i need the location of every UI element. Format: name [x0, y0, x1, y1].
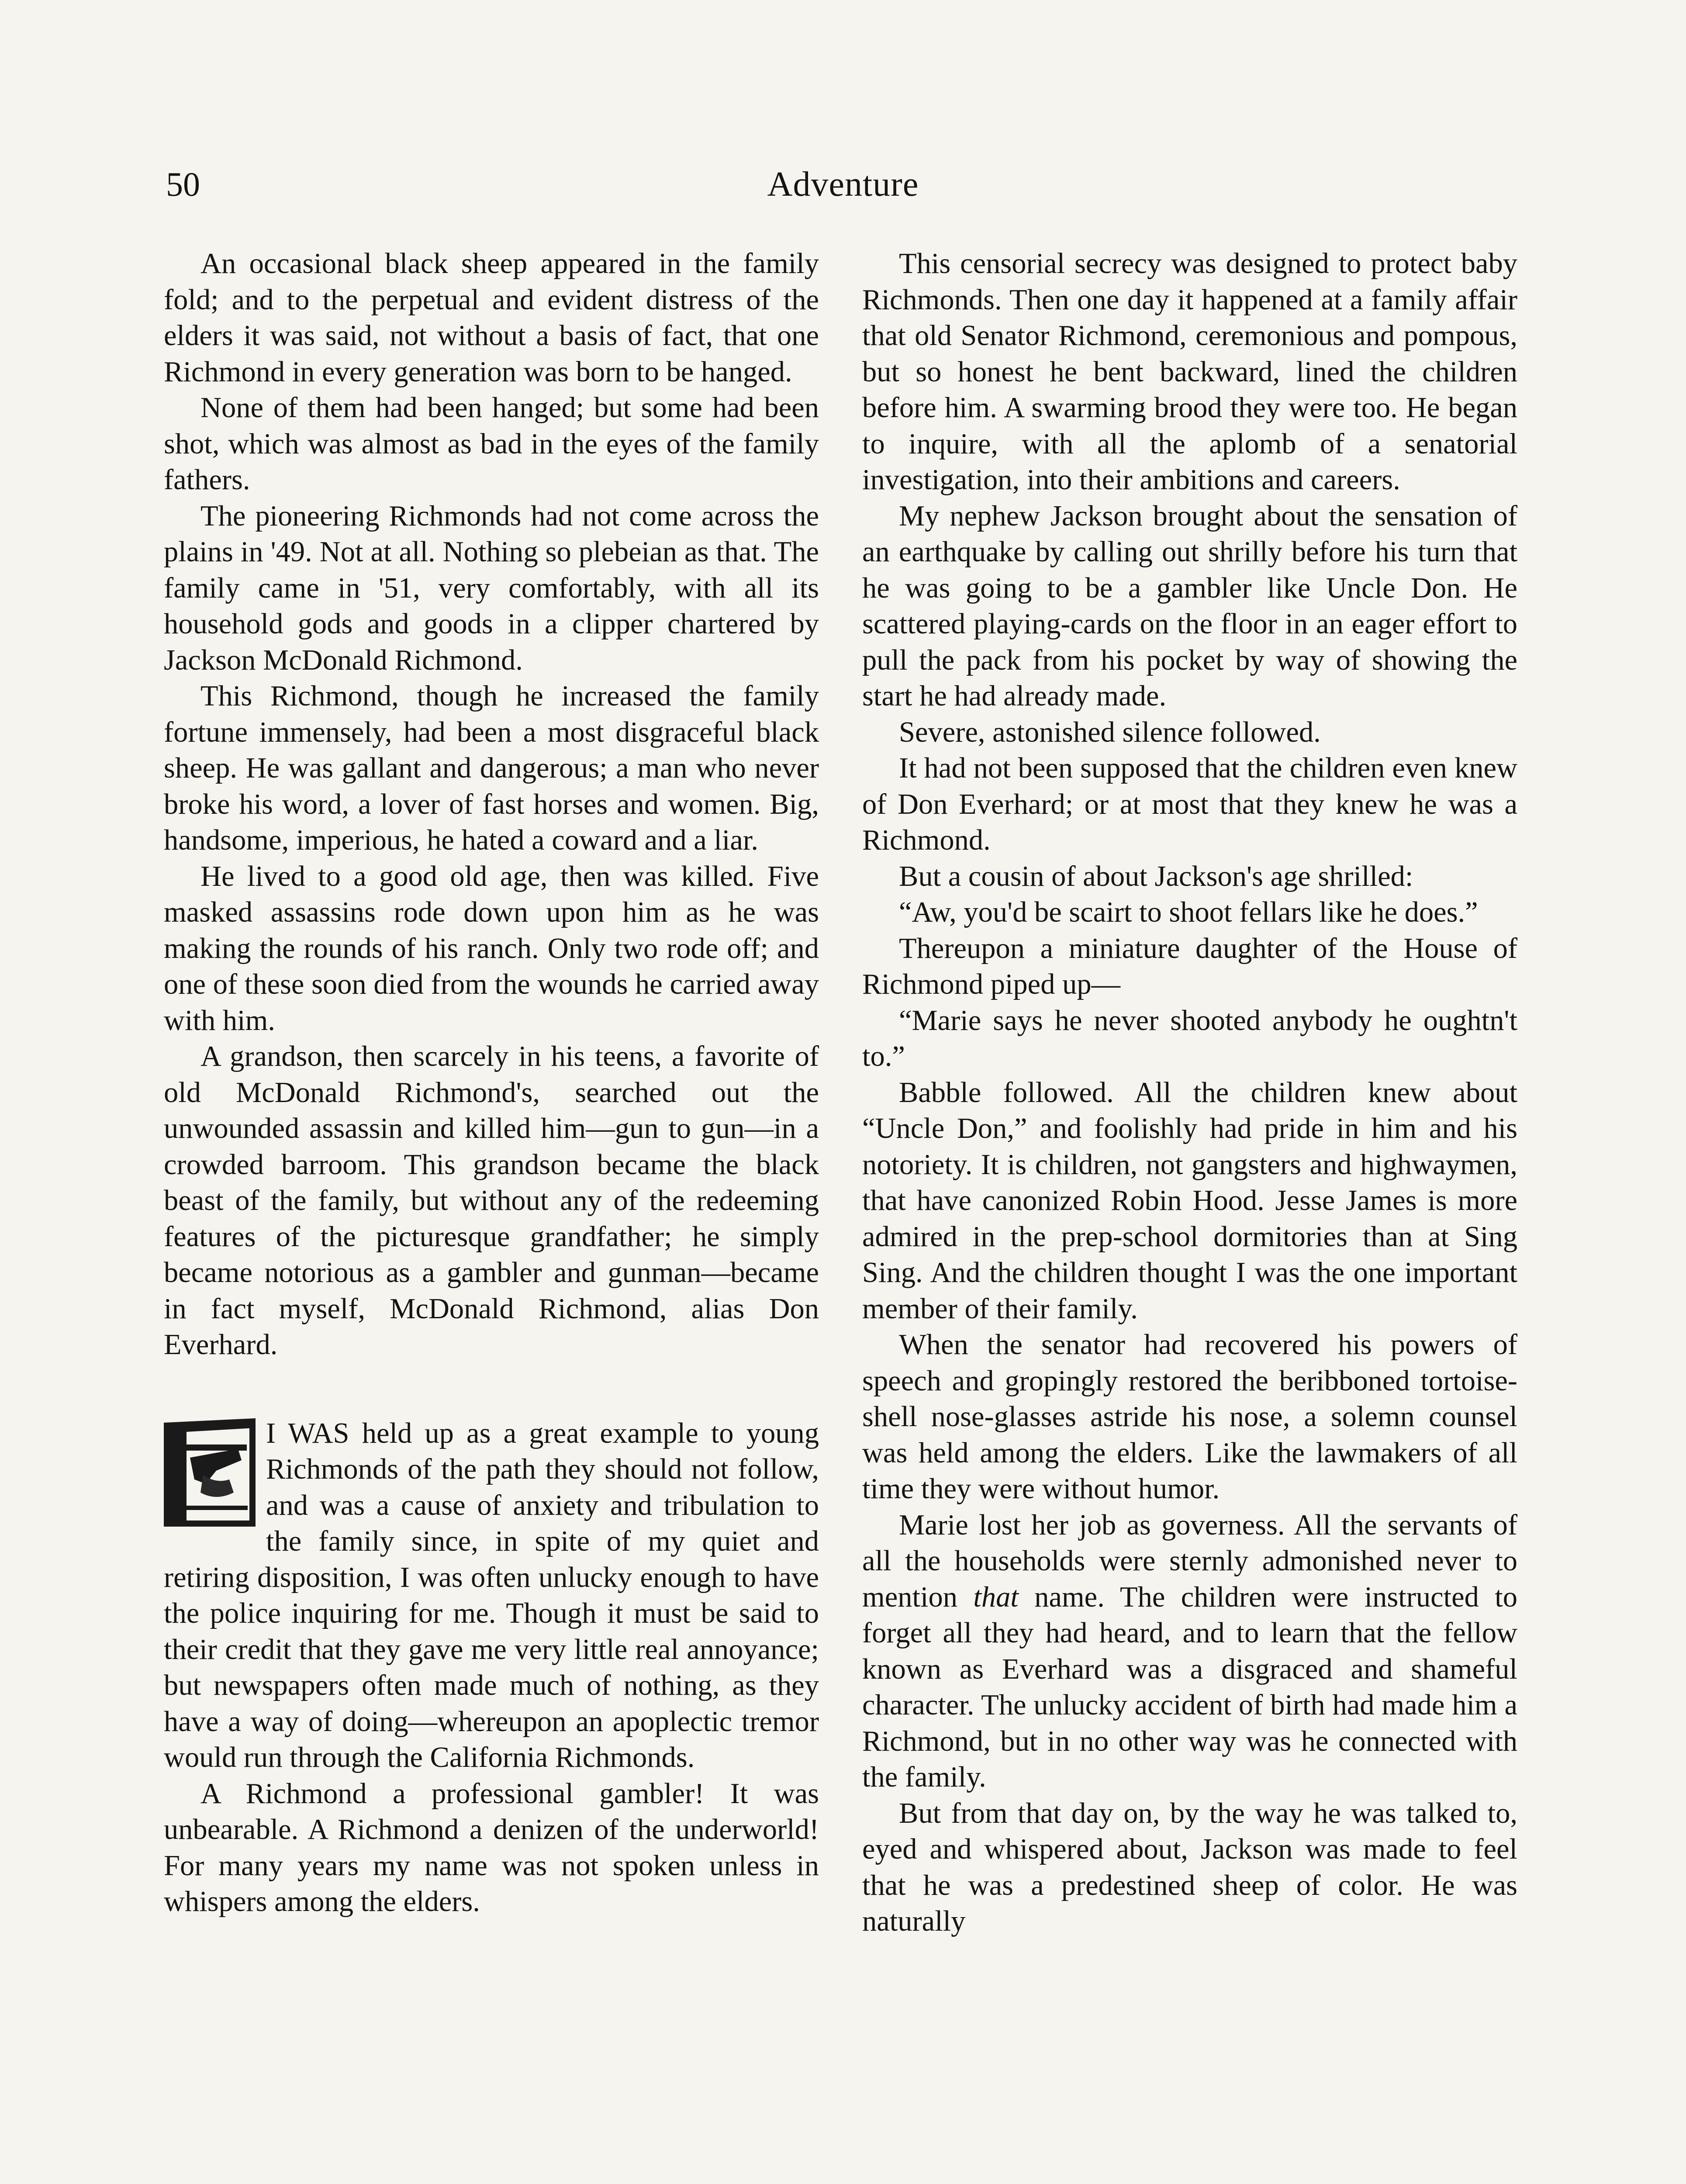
- drop-cap-block: [164, 1416, 819, 1776]
- paragraph: Babble followed. All the children knew about “Uncle Don,” and foolishly had pride in him and his notoriety. It is children, not gangsters and highwaymen, that have canonized Robin Hood. Jesse James is more admired in the prep-school dormitories than at Sing Sing. And the children thought I was the one important member of their family.: [862, 1076, 1517, 1325]
- dialogue-paragraph: “Marie says he never shooted anybody he oughtn't to.”: [862, 1004, 1517, 1072]
- dialogue-paragraph: “Aw, you'd be scairt to shoot fellars like he does.”: [899, 896, 1478, 928]
- paragraph: It had not been supposed that the children even knew of Don Everhard; or at most that they knew he was a Richmond.: [862, 752, 1517, 856]
- paragraph-text: Marie lost her job as governess. All the servants of all the households were sternly admonished never to mention: [862, 1509, 1517, 1613]
- paragraph: This censorial secrecy was designed to protect baby Richmonds. Then one day it happened at a family affair that old Senator Richmond, ceremonious and pompous, but so honest he bent backward, lined the children before him. A swarming brood they were too. He began to inquire, with all the aplomb of a senatorial investigation, into their ambitions and careers.: [862, 248, 1517, 496]
- paragraph: Severe, astonished silence followed.: [899, 716, 1321, 748]
- paragraph: My nephew Jackson brought about the sensation of an earthquake by calling out shrilly before his turn that he was going to be a gambler like Uncle Don. He scattered playing-cards on the floor in an eager effort to pull the pack from his pocket by way of showing the start he had already made.: [862, 500, 1517, 712]
- section-break: [164, 1363, 819, 1416]
- right-column: [862, 246, 1517, 1940]
- running-title: Adventure: [767, 165, 919, 204]
- paragraph: He lived to a good old age, then was killed. Five masked assassins rode down upon him as he was making the rounds of his ranch. Only two rode off; and one of these soon died from the wounds he carried away with him.: [164, 860, 819, 1037]
- page-number: 50: [166, 165, 200, 203]
- left-column: [164, 246, 819, 1920]
- paragraph: When the senator had recovered his powers of speech and gropingly restored the beribboned tortoise-shell nose-glasses astride his nose, a solemn counsel was held among the elders. Like the lawmakers of all time they were without humor.: [862, 1329, 1517, 1505]
- paragraph: A Richmond a professional gambler! It was unbearable. A Richmond a denizen of the underworld! For many years my name was not spoken unless in whispers among the elders.: [164, 1777, 819, 1918]
- paragraph: None of them had been hanged; but some had been shot, which was almost as bad in the eyes of the family fathers.: [164, 392, 819, 496]
- paragraph: Thereupon a miniature daughter of the House of Richmond piped up—: [862, 932, 1517, 1000]
- drop-cap-paragraph: I WAS held up as a great example to young Richmonds of the path they should not follow, and was a cause of anxiety and tribulation to the family since, in spite of my quiet and retiring disposition, I was often unlucky enough to have the police inquiring for me. Though it must be said to their credit that they gave me very little real annoyance; but newspapers often made much of nothing, as they have a way of doing—whereupon an apoplectic tremor would run through the California Richmonds.: [164, 1417, 819, 1773]
- italic-word: that: [973, 1581, 1019, 1613]
- woodcut-initial-icon: [164, 1418, 256, 1527]
- paragraph: But from that day on, by the way he was talked to, eyed and whispered about, Jackson was made to feel that he was a predestined sheep of color. He was naturally: [862, 1797, 1517, 1937]
- paragraph: But a cousin of about Jackson's age shrilled:: [899, 860, 1413, 892]
- paragraph-with-italic: [862, 1507, 1517, 1796]
- paragraph: This Richmond, though he increased the family fortune immensely, had been a most disgraceful black sheep. He was gallant and dangerous; a man who never broke his word, a lover of fast horses and women. Big, handsome, imperious, he hated a coward and a liar.: [164, 680, 819, 856]
- page-header: [0, 162, 1686, 215]
- paragraph: An occasional black sheep appeared in the family fold; and to the perpetual and evident distress of the elders it was said, not without a basis of fact, that one Richmond in every generation was born to be hanged.: [164, 248, 819, 388]
- paragraph: A grandson, then scarcely in his teens, a favorite of old McDonald Richmond's, searched out the unwounded assassin and killed him—gun to gun—in a crowded barroom. This grandson became the black beast of the family, but without any of the redeeming features of the picturesque grandfather; he simply became notorious as a gambler and gunman—became in fact myself, McDonald Richmond, alias Don Everhard.: [164, 1040, 819, 1361]
- paragraph: The pioneering Richmonds had not come across the plains in '49. Not at all. Nothing so plebeian as that. The family came in '51, very comfortably, with all its household gods and goods in a clipper chartered by Jackson McDonald Richmond.: [164, 500, 819, 676]
- paragraph-text: name. The children were instructed to forget all they had heard, and to learn that the fellow known as Everhard was a disgraced and shameful character. The unlucky accident of birth had made him a Richmond, but in no other way was he connected with the family.: [862, 1581, 1517, 1793]
